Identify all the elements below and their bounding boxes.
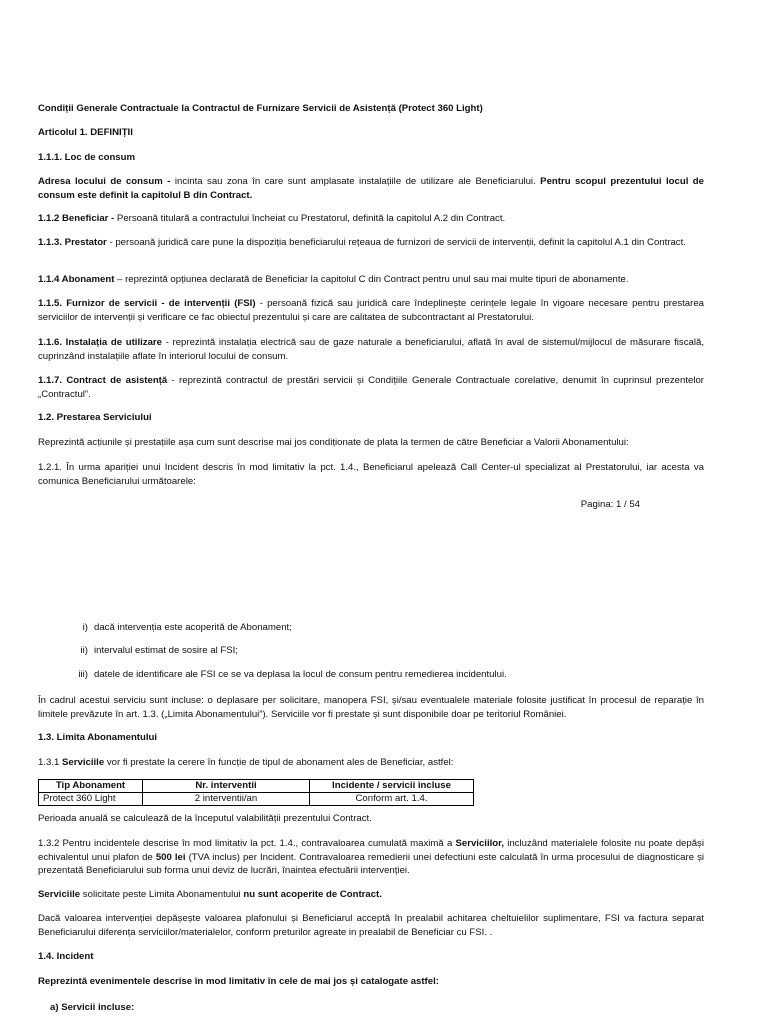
- table-row: [39, 793, 474, 806]
- table-cell: Conform art. 1.4.: [310, 793, 474, 806]
- section-1-1-2: 1.1.2 Beneficiar - Persoană titulară a contractului încheiat cu Prestatorul, definită la capitolul A.2 din Contract.: [38, 213, 506, 224]
- table-header-row: [39, 780, 474, 793]
- section-1-1-4: 1.1.4 Abonament – reprezintă opțiunea declarată de Beneficiar la capitolul C din Contract pentru unul sau mai multe tipuri de abonamente.: [38, 274, 629, 285]
- section-1-4-heading: 1.4. Incident: [38, 951, 94, 962]
- document-title: Condiții Generale Contractuale la Contractul de Furnizare Servicii de Asistență (Protect 360 Light): [38, 103, 483, 114]
- section-adresa-loc-consum: Adresa locului de consum - incinta sau zona în care sunt amplasate instalațiile de utilizare ale Beneficiarului. Pentru scopul prezentului locul de consum este definit la capitolul B din Contract.: [38, 176, 705, 201]
- extra-cost-paragraph: Dacă valoarea intervenției depășește valoarea plafonului și Beneficiarul acceptă în prealabil achitarea cheltuielilor suplimentare, FSI va factura separat Beneficiarului diferența serviciilor/materialelor, conform preturilor agreate in prealabil de Beneficiar cu FSI. .: [38, 913, 704, 938]
- table-header-cell: Tip Abonament: [39, 780, 143, 793]
- table-header-cell: Incidente / servicii incluse: [310, 780, 474, 793]
- page-number: Pagina: 1 / 54: [580, 499, 640, 510]
- section-1-1-7: 1.1.7. Contract de asistență - reprezintă contractul de prestări servicii și Condițiile Generale Contractuale corelative, denumit în cuprinsul prezentelor „Contractul”.: [38, 375, 704, 400]
- section-1-3-1: 1.3.1 Serviciile vor fi prestate la cerere în funcție de tipul de abonament ales de Beneficiar, astfel:: [38, 757, 454, 768]
- list-item: iii) datele de identificare ale FSI ce se va deplasa la locul de consum pentru remedierea incidentului.: [78, 669, 507, 680]
- annual-period-note: Perioada anuală se calculează de la începutul valabilității prezentului Contract.: [38, 813, 372, 824]
- article-1-heading: Articolul 1. DEFINIȚII: [38, 127, 133, 138]
- services-included-paragraph: În cadrul acestui serviciu sunt incluse: o deplasare per solicitare, manopera FSI, și/sau eventualele materiale folosite justificat în procesul de reparație în limitele prevăzute în art. 1.3. („Limita Abonamentului”). Serviciile vor fi prestate și sunt disponibile doar pe teritoriul României.: [38, 695, 704, 720]
- table-cell: Protect 360 Light: [39, 793, 143, 806]
- section-1-3-2: 1.3.2 Pentru incidentele descrise în mod limitativ la pct. 1.4., contravaloarea cumulată maximă a Serviciilor, incluzând materialele folosite nu poate depăși echivalentul unui plafon de 500 lei (TVA inclus) per Incident. Contravaloarea remedierii unei defectiuni este calculată în urma procesului de diagnosticare și prezentată Beneficiarului sub forma unui deviz de lucrări, înaintea efectuării intervenției.: [38, 838, 705, 877]
- subscription-table: [38, 779, 474, 806]
- section-1-2-1: 1.2.1. În urma apariției unui Incident descris în mod limitativ la pct. 1.4., Beneficiarul apelează Call Center-ul specializat al Prestatorului, iar acesta va comunica Beneficiarului următoarele:: [38, 462, 704, 487]
- section-1-1-5: 1.1.5. Furnizor de servicii - de intervenții (FSI) - persoană fizică sau juridică care îndeplinește cerințele legale în vigoare necesare pentru prestarea serviciilor de intervenții și verificare ce fac obiectul prezentului și care are calitatea de subcontractant al Prestatorului.: [38, 298, 704, 323]
- section-1-3-heading: 1.3. Limita Abonamentului: [38, 732, 158, 743]
- section-1-4-paragraph: Reprezintă evenimentele descrise în mod limitativ în cele de mai jos și catalogate astfel:: [38, 976, 439, 987]
- section-1-4-a: a) Servicii incluse:: [50, 1002, 135, 1013]
- list-item: ii) intervalul estimat de sosire al FSI;: [80, 645, 238, 656]
- section-1-1-3: 1.1.3. Prestator - persoană juridică care pune la dispoziția beneficiarului rețeaua de furnizori de servicii de intervenții, definit la capitolul A.1 din Contract.: [38, 237, 686, 248]
- list-item: i) dacă intervenția este acoperită de Abonament;: [82, 622, 292, 633]
- section-1-2-heading: 1.2. Prestarea Serviciului: [38, 412, 152, 423]
- section-1-1-1-heading: 1.1.1. Loc de consum: [38, 152, 136, 163]
- over-limit-note: Serviciile solicitate peste Limita Abonamentului nu sunt acoperite de Contract.: [38, 889, 382, 900]
- table-header-cell: Nr. interventii: [143, 780, 310, 793]
- table-cell: 2 interventii/an: [143, 793, 310, 806]
- section-1-2-paragraph: Reprezintă acțiunile și prestațiile așa cum sunt descrise mai jos condiționate de plata la termen de către Beneficiar a Valorii Abonamentului:: [38, 437, 629, 448]
- section-1-1-6: 1.1.6. Instalația de utilizare - reprezintă instalația electrică sau de gaze naturale a beneficiarului, aflată în aval de sistemul/mijlocul de măsurare fiscală, cuprinzând instalațiile aflate în interiorul locului de consum.: [38, 337, 704, 362]
